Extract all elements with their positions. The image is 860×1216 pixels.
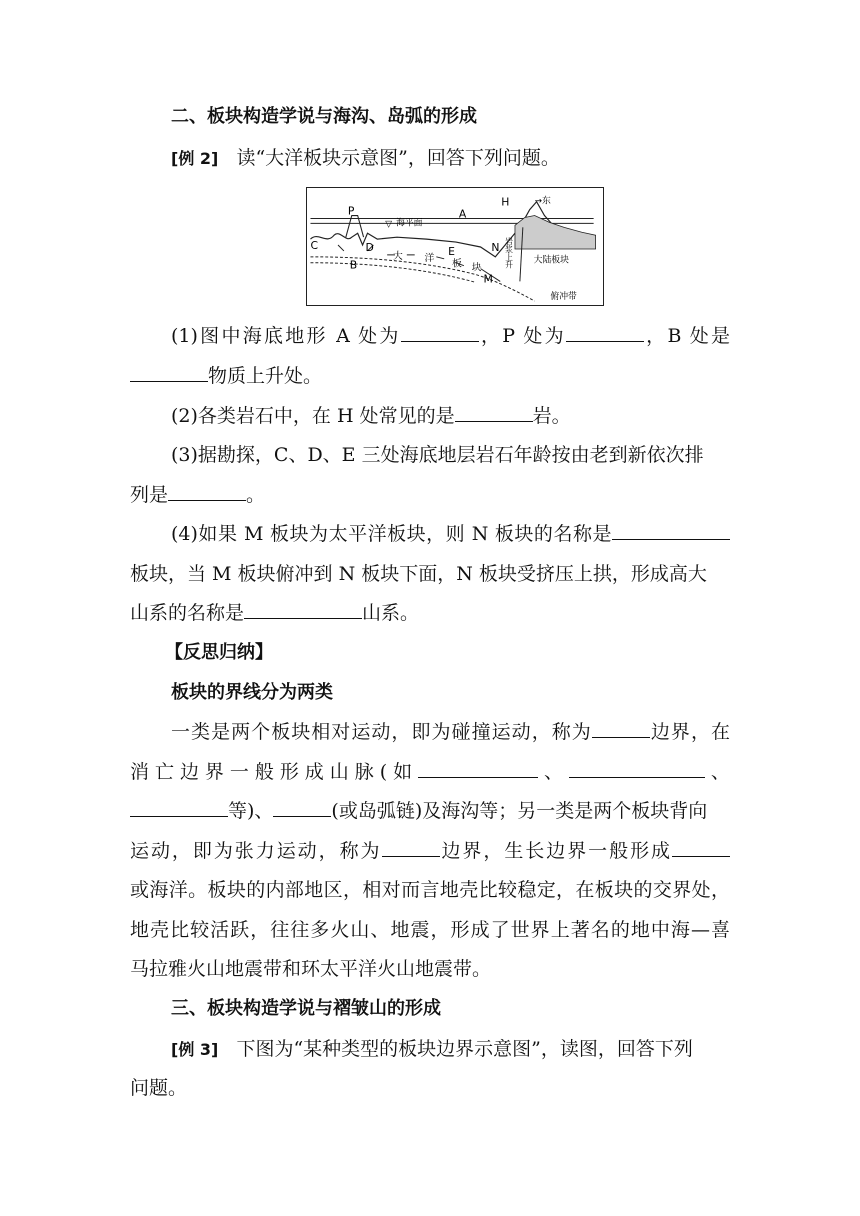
- label-B: B: [349, 258, 358, 272]
- q3-text-b: 列是: [130, 484, 169, 506]
- label-P: P: [347, 204, 355, 218]
- question-3-line-1: (3)据勘探，C、D、E 三处海底地层岩石年龄按由老到新依次排: [171, 444, 704, 466]
- para-text: 运动，即为张力运动，称为: [130, 840, 382, 862]
- answer-blank[interactable]: [592, 719, 650, 738]
- para-char: 脉: [354, 761, 374, 783]
- example-3-prompt: [171, 1036, 693, 1063]
- para-char: (: [379, 761, 388, 783]
- para-char: 山: [329, 761, 349, 783]
- label-C: C: [310, 238, 319, 252]
- label-M: M: [483, 272, 493, 286]
- question-4-line-2: 板块，当 M 板块俯冲到 N 板块下面，N 板块受挤压上拱，形成高大: [130, 563, 707, 585]
- para-line-6: 地壳比较活跃，往往多火山、地震，形成了世界上著名的地中海—喜: [130, 919, 730, 941]
- answer-blank[interactable]: [401, 323, 479, 342]
- example-text: 下图为“某种类型的板块边界示意图”，读图，回答下列: [236, 1038, 693, 1060]
- para-char: 、: [543, 761, 563, 783]
- label-magma: 岩浆上升: [504, 237, 514, 269]
- q3-text-c: 。: [246, 484, 266, 506]
- reflect-heading: 【反思归纳】: [165, 642, 273, 663]
- label-E: E: [448, 244, 455, 258]
- q1-text-c: ，B 处是: [643, 325, 730, 347]
- para-char: 成: [304, 761, 324, 783]
- answer-blank[interactable]: [130, 798, 228, 817]
- para-char: 一: [229, 761, 249, 783]
- para-char: 亡: [154, 761, 174, 783]
- label-D: D: [365, 240, 374, 254]
- para-text: 边界，在: [649, 721, 730, 743]
- para-text: 一类是两个板块相对运动，即为碰撞运动，称为: [171, 721, 592, 743]
- label-A: A: [458, 207, 467, 221]
- para-text: 边界，生长边界一般形成: [439, 840, 672, 862]
- para-line-5: 或海洋。板块的内部地区，相对而言地壳比较稳定，在板块的交界处，: [130, 879, 730, 901]
- q1-text-a: (1)图中海底地形 A 处为: [171, 325, 401, 347]
- answer-blank[interactable]: [566, 323, 644, 342]
- label-east: →东: [534, 196, 551, 207]
- example-3-continued: 问题。: [130, 1077, 188, 1099]
- para-char: 、: [710, 761, 730, 783]
- label-continental-plate: 大陆板块: [533, 255, 569, 266]
- answer-blank[interactable]: [244, 600, 362, 619]
- label-kuai: 块: [471, 262, 482, 274]
- section-title: 三、板块构造学说与褶皱山的形成: [171, 998, 441, 1019]
- answer-blank[interactable]: [168, 482, 246, 501]
- answer-blank[interactable]: [569, 759, 705, 778]
- question-1-line-1: [171, 323, 730, 349]
- question-1-line-2: [130, 363, 322, 389]
- para-char: 消: [130, 761, 150, 783]
- q4-text-a: (4)如果 M 板块为太平洋板块，则 N 板块的名称是: [171, 523, 612, 545]
- para-line-4: [130, 838, 730, 864]
- q4-text-c: 山系的名称是: [130, 602, 245, 624]
- answer-blank[interactable]: [382, 838, 440, 857]
- para-char: 般: [254, 761, 274, 783]
- para-char: 形: [279, 761, 299, 783]
- example-text: 读“大洋板块示意图”，回答下列问题。: [236, 147, 560, 169]
- question-3-line-2: [130, 482, 265, 508]
- section-title: 二、板块构造学说与海沟、岛弧的形成: [171, 106, 477, 127]
- para-text: (或岛弧链)及海沟等；另一类是两个板块背向: [331, 800, 708, 822]
- label-yang: 洋: [424, 252, 435, 264]
- answer-blank[interactable]: [130, 363, 208, 382]
- q4-text-d: 山系。: [362, 602, 420, 624]
- label-da: 大: [393, 250, 403, 262]
- label-sea-level: 海平面: [396, 218, 423, 229]
- answer-blank[interactable]: [418, 759, 538, 778]
- q2-text-a: (2)各类岩石中，在 H 处常见的是: [171, 405, 455, 427]
- para-char: 如: [393, 761, 413, 783]
- sea-level-symbol: ▽: [385, 219, 392, 230]
- para-char: 界: [204, 761, 224, 783]
- para-line-7: 马拉雅火山地震带和环太平洋火山地震带。: [130, 958, 492, 980]
- question-4-line-3: [130, 600, 419, 626]
- answer-blank[interactable]: [273, 798, 331, 817]
- label-ban: 板: [452, 258, 462, 270]
- example-tag: [例 2]: [171, 149, 219, 168]
- para-line-3: [130, 798, 707, 824]
- label-subduction: 俯冲带: [550, 292, 577, 303]
- answer-blank[interactable]: [672, 838, 730, 857]
- question-2: [171, 403, 571, 429]
- q2-text-b: 岩。: [532, 405, 571, 427]
- q1-text-d: 物质上升处。: [208, 365, 323, 387]
- label-N: N: [491, 240, 500, 254]
- ocean-plate-diagram: [306, 187, 604, 306]
- boundary-heading: 板块的界线分为两类: [171, 682, 333, 703]
- label-H: H: [501, 195, 510, 209]
- example-tag: [例 3]: [171, 1040, 219, 1059]
- question-4-line-1: [171, 521, 730, 547]
- q1-text-b: ，P 处为: [478, 325, 566, 347]
- para-text: 等)、: [228, 800, 274, 822]
- example-2-prompt: [171, 145, 560, 172]
- para-line-1: [171, 719, 730, 745]
- para-char: 边: [179, 761, 199, 783]
- para-line-2: [130, 759, 730, 785]
- answer-blank[interactable]: [612, 521, 730, 540]
- answer-blank[interactable]: [455, 403, 533, 422]
